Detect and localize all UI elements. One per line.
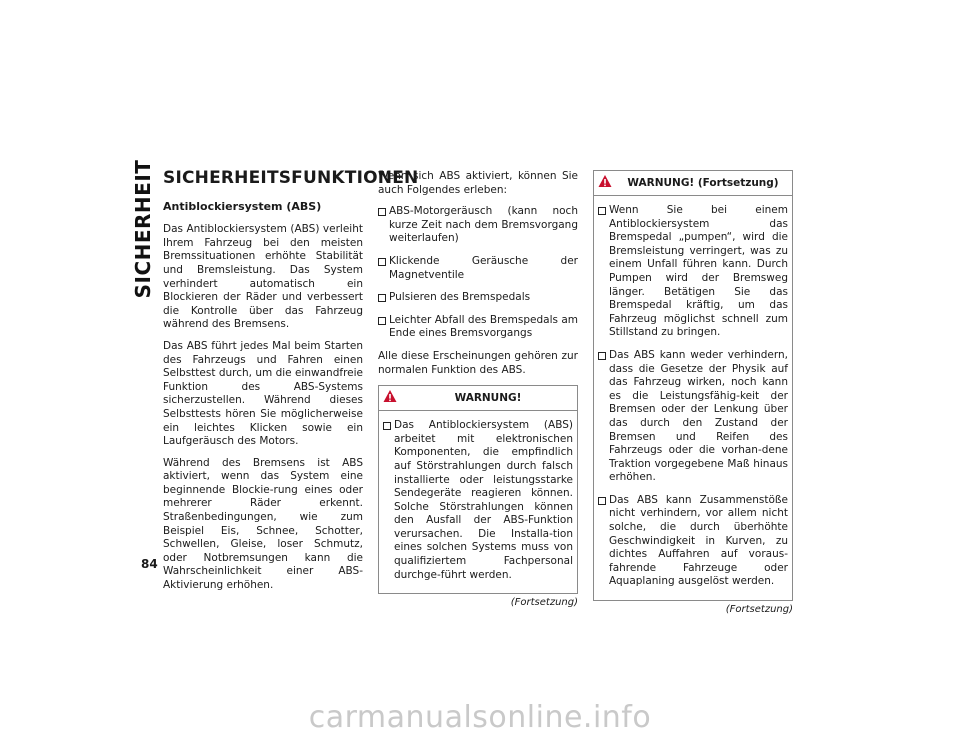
bullet-square-icon	[378, 258, 386, 266]
paragraph: Das ABS führt jedes Mal beim Starten des Fahrzeugs und Fahren einen Selbsttest durch, um die einwandfreie Funktion des ABS-Systems sicherzustellen. Während dieses Selbsttests hören Sie möglicherweise ein leichtes Klicken sowie ein Laufgeräusch des Motors.	[163, 339, 363, 448]
warning-header	[594, 171, 792, 196]
warning-body	[594, 196, 792, 600]
list-item-text: Leichter Abfall des Bremspedals am Ende eines Bremsvorgangs	[389, 313, 578, 340]
list-item	[598, 494, 788, 589]
list-item-text: Das ABS kann Zusammenstöße nicht verhindern, vor allem nicht solche, die durch überhöhte Geschwindigkeit in Kurven, zu dichtes Auffahren auf voraus-fahrende Fahrzeuge oder Aquaplaning ausgelöst werden.	[609, 493, 788, 588]
section-side-tab	[130, 159, 156, 299]
paragraph: Während des Bremsens ist ABS aktiviert, wenn das System eine beginnende Blockie-rung eines oder mehrerer Räder erkennt. Straßenbedingungen, wie zum Beispiel Eis, Schnee, Schotter, Schwellen, Gleise, loser Schmutz, oder Notbremsungen kann die Wahrscheinlichkeit einer ABS-Aktivierung erhöhen.	[163, 456, 363, 592]
list-item	[378, 314, 578, 341]
bullet-square-icon	[383, 422, 391, 430]
abs-subheading: Antiblockiersystem (ABS)	[163, 199, 322, 213]
bullet-square-icon	[378, 317, 386, 325]
continued-label: (Fortsetzung)	[510, 597, 578, 609]
intro-paragraph: Wenn sich ABS aktiviert, können Sie auch Folgendes erleben:	[378, 170, 578, 196]
watermark: carmanualsonline.info	[308, 700, 652, 735]
bullet-square-icon	[378, 208, 386, 216]
continued-label: (Fortsetzung)	[725, 604, 793, 616]
list-item	[378, 291, 578, 305]
warning-box	[593, 170, 793, 601]
list-item-text: Pulsieren des Bremspedals	[389, 291, 531, 304]
warning-header	[379, 386, 577, 411]
section-heading: SICHERHEITSFUNKTIONEN	[163, 168, 419, 188]
warning-title: WARNUNG!	[454, 392, 522, 405]
column-3	[593, 170, 793, 617]
list-item	[378, 255, 578, 282]
list-item	[383, 419, 573, 582]
warning-body	[379, 411, 577, 593]
bullet-square-icon	[598, 352, 606, 360]
bullet-square-icon	[378, 294, 386, 302]
section-side-tab-label: SICHERHEIT	[131, 159, 155, 299]
column-2	[378, 170, 578, 610]
list-item-text: Das Antiblockiersystem (ABS) arbeitet mit elektronischen Komponenten, die empfindlich auf Störstrahlungen durch falsch installierte oder leistungsstarke Sendegeräte reagieren können. Solche Störstrahlungen können den Ausfall der ABS-Funktion verursachen. Die Installa-tion eines solchen Systems muss von qualifiziertem Fachpersonal durchge-führt werden.	[394, 419, 573, 581]
bullet-square-icon	[598, 207, 606, 215]
list-item	[598, 204, 788, 340]
column-1	[163, 168, 419, 601]
outro-paragraph: Alle diese Erscheinungen gehören zur normalen Funktion des ABS.	[378, 349, 578, 376]
bullet-square-icon	[598, 497, 606, 505]
list-item-text: Klickende Geräusche der Magnetventile	[389, 254, 578, 281]
warning-title: WARNUNG! (Fortsetzung)	[627, 177, 779, 189]
paragraph: Das Antiblockiersystem (ABS) verleiht Ihrem Fahrzeug bei den meisten Bremssituationen erhöhte Stabilität und Bremsleistung. Das System verhindert automatisch ein Blockieren der Räder und verbessert die Kontrolle über das Fahrzeug während des Bremsens.	[163, 223, 363, 331]
list-item	[598, 349, 788, 485]
list-item-text: ABS-Motorgeräusch (kann noch kurze Zeit nach dem Bremsvorgang weiterlaufen)	[389, 205, 578, 245]
warning-triangle-icon	[598, 174, 612, 188]
list-item-text: Wenn Sie bei einem Antiblockiersystem das Bremspedal „pumpen“, wird die Bremsleistung verringert, was zu einem Unfall führen kann. Durch Pumpen wird der Bremsweg länger. Betätigen Sie das Bremspedal kräftig, um das Fahrzeug möglichst schnell zum Stillstand zu bringen.	[609, 204, 788, 339]
list-item-text: Das ABS kann weder verhindern, dass die Gesetze der Physik auf das Fahrzeug wirken, noch kann es die Leistungsfähig-keit der Bremsen oder der Lenkung über das durch den Zustand der Bremsen und Reifen des Fahrzeugs oder die vorhan-dene Traktion vorgegebene Maß hinaus erhöhen.	[609, 348, 788, 484]
warning-box	[378, 385, 578, 594]
warning-triangle-icon	[383, 389, 397, 403]
list-item	[378, 205, 578, 246]
page-number: 84	[141, 557, 158, 571]
